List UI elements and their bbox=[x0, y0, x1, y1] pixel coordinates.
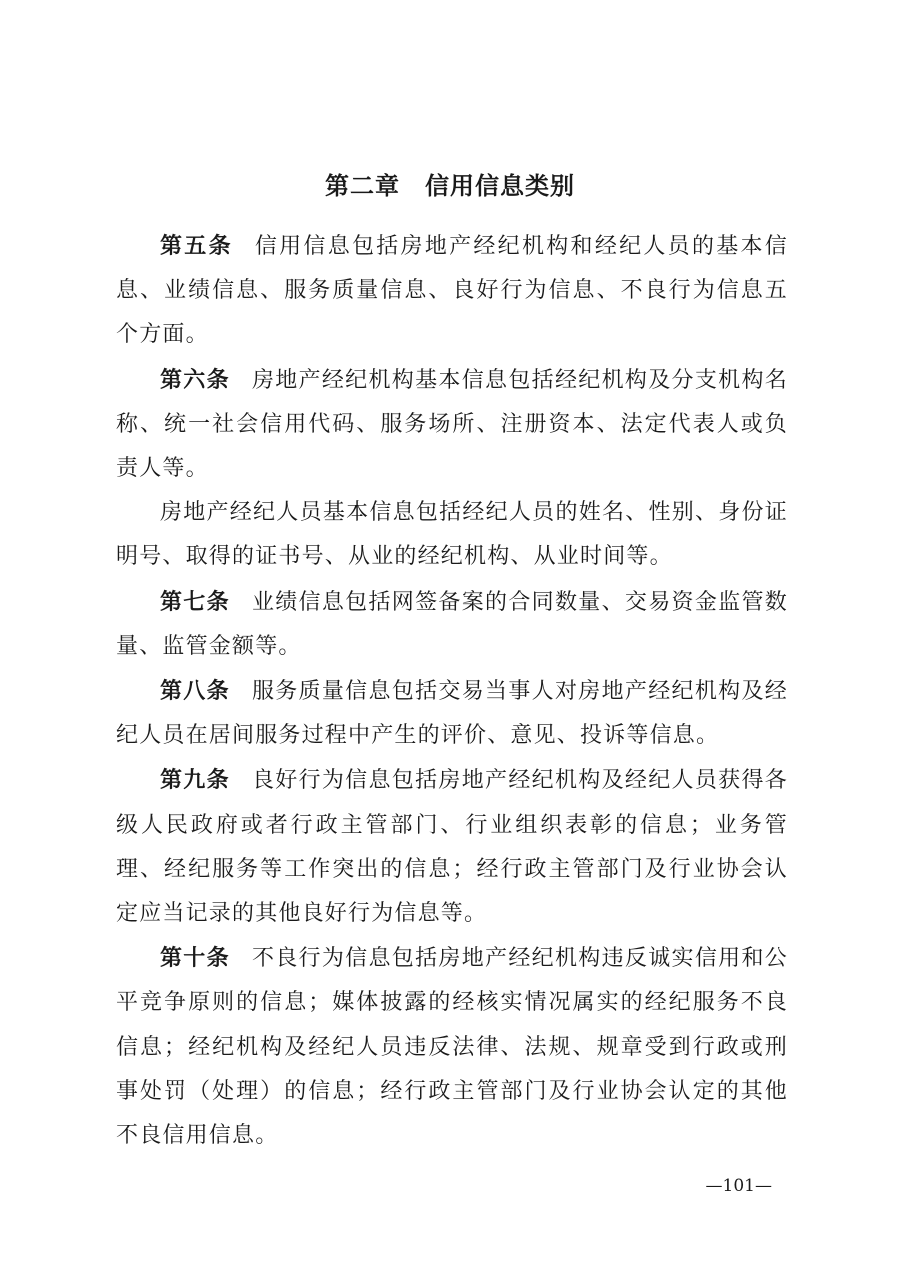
page-number: —101— bbox=[705, 1176, 772, 1196]
article-5-paragraph bbox=[116, 224, 788, 358]
article-label: 第七条 bbox=[160, 588, 230, 615]
article-10-paragraph bbox=[116, 936, 788, 1158]
article-9-paragraph bbox=[116, 758, 788, 936]
chapter-title: 第二章 信用信息类别 bbox=[325, 171, 575, 200]
article-text: 服务质量信息包括交易当事人对房地产经纪机构及经纪人员在居间服务过程中产生的评价、意见、投诉等信息。 bbox=[116, 679, 788, 749]
article-text: 房地产经纪人员基本信息包括经纪人员的姓名、性别、身份证明号、取得的证书号、从业的经纪机构、从业时间等。 bbox=[116, 500, 788, 570]
article-7-paragraph bbox=[116, 580, 788, 669]
article-text: 良好行为信息包括房地产经纪机构及经纪人员获得各级人民政府或者行政主管部门、行业组织表彰的信息；业务管理、经纪服务等工作突出的信息；经行政主管部门及行业协会认定应当记录的其他良好行为信息等。 bbox=[116, 768, 788, 927]
article-text: 房地产经纪机构基本信息包括经纪机构及分支机构名称、统一社会信用代码、服务场所、注册资本、法定代表人或负责人等。 bbox=[116, 367, 788, 482]
article-label: 第五条 bbox=[160, 233, 233, 259]
article-text: 信用信息包括房地产经纪机构和经纪人员的基本信息、业绩信息、服务质量信息、良好行为信息、不良行为信息五个方面。 bbox=[116, 234, 788, 348]
article-text: 业绩信息包括网签备案的合同数量、交易资金监管数量、监管金额等。 bbox=[116, 589, 788, 659]
article-6-continuation-paragraph bbox=[116, 491, 788, 579]
article-6-paragraph bbox=[116, 358, 788, 492]
article-8-paragraph bbox=[116, 669, 788, 758]
article-label: 第九条 bbox=[160, 767, 230, 794]
body-text bbox=[116, 224, 788, 1158]
article-text: 不良行为信息包括房地产经纪机构违反诚实信用和公平竞争原则的信息；媒体披露的经核实情况属实的经纪服务不良信息；经纪机构及经纪人员违反法律、法规、规章受到行政或刑事处罚（处理）的信息；经行政主管部门及行业协会认定的其他不良信用信息。 bbox=[116, 946, 788, 1149]
article-label: 第十条 bbox=[160, 945, 230, 972]
article-label: 第八条 bbox=[160, 678, 230, 705]
article-label: 第六条 bbox=[160, 366, 230, 393]
